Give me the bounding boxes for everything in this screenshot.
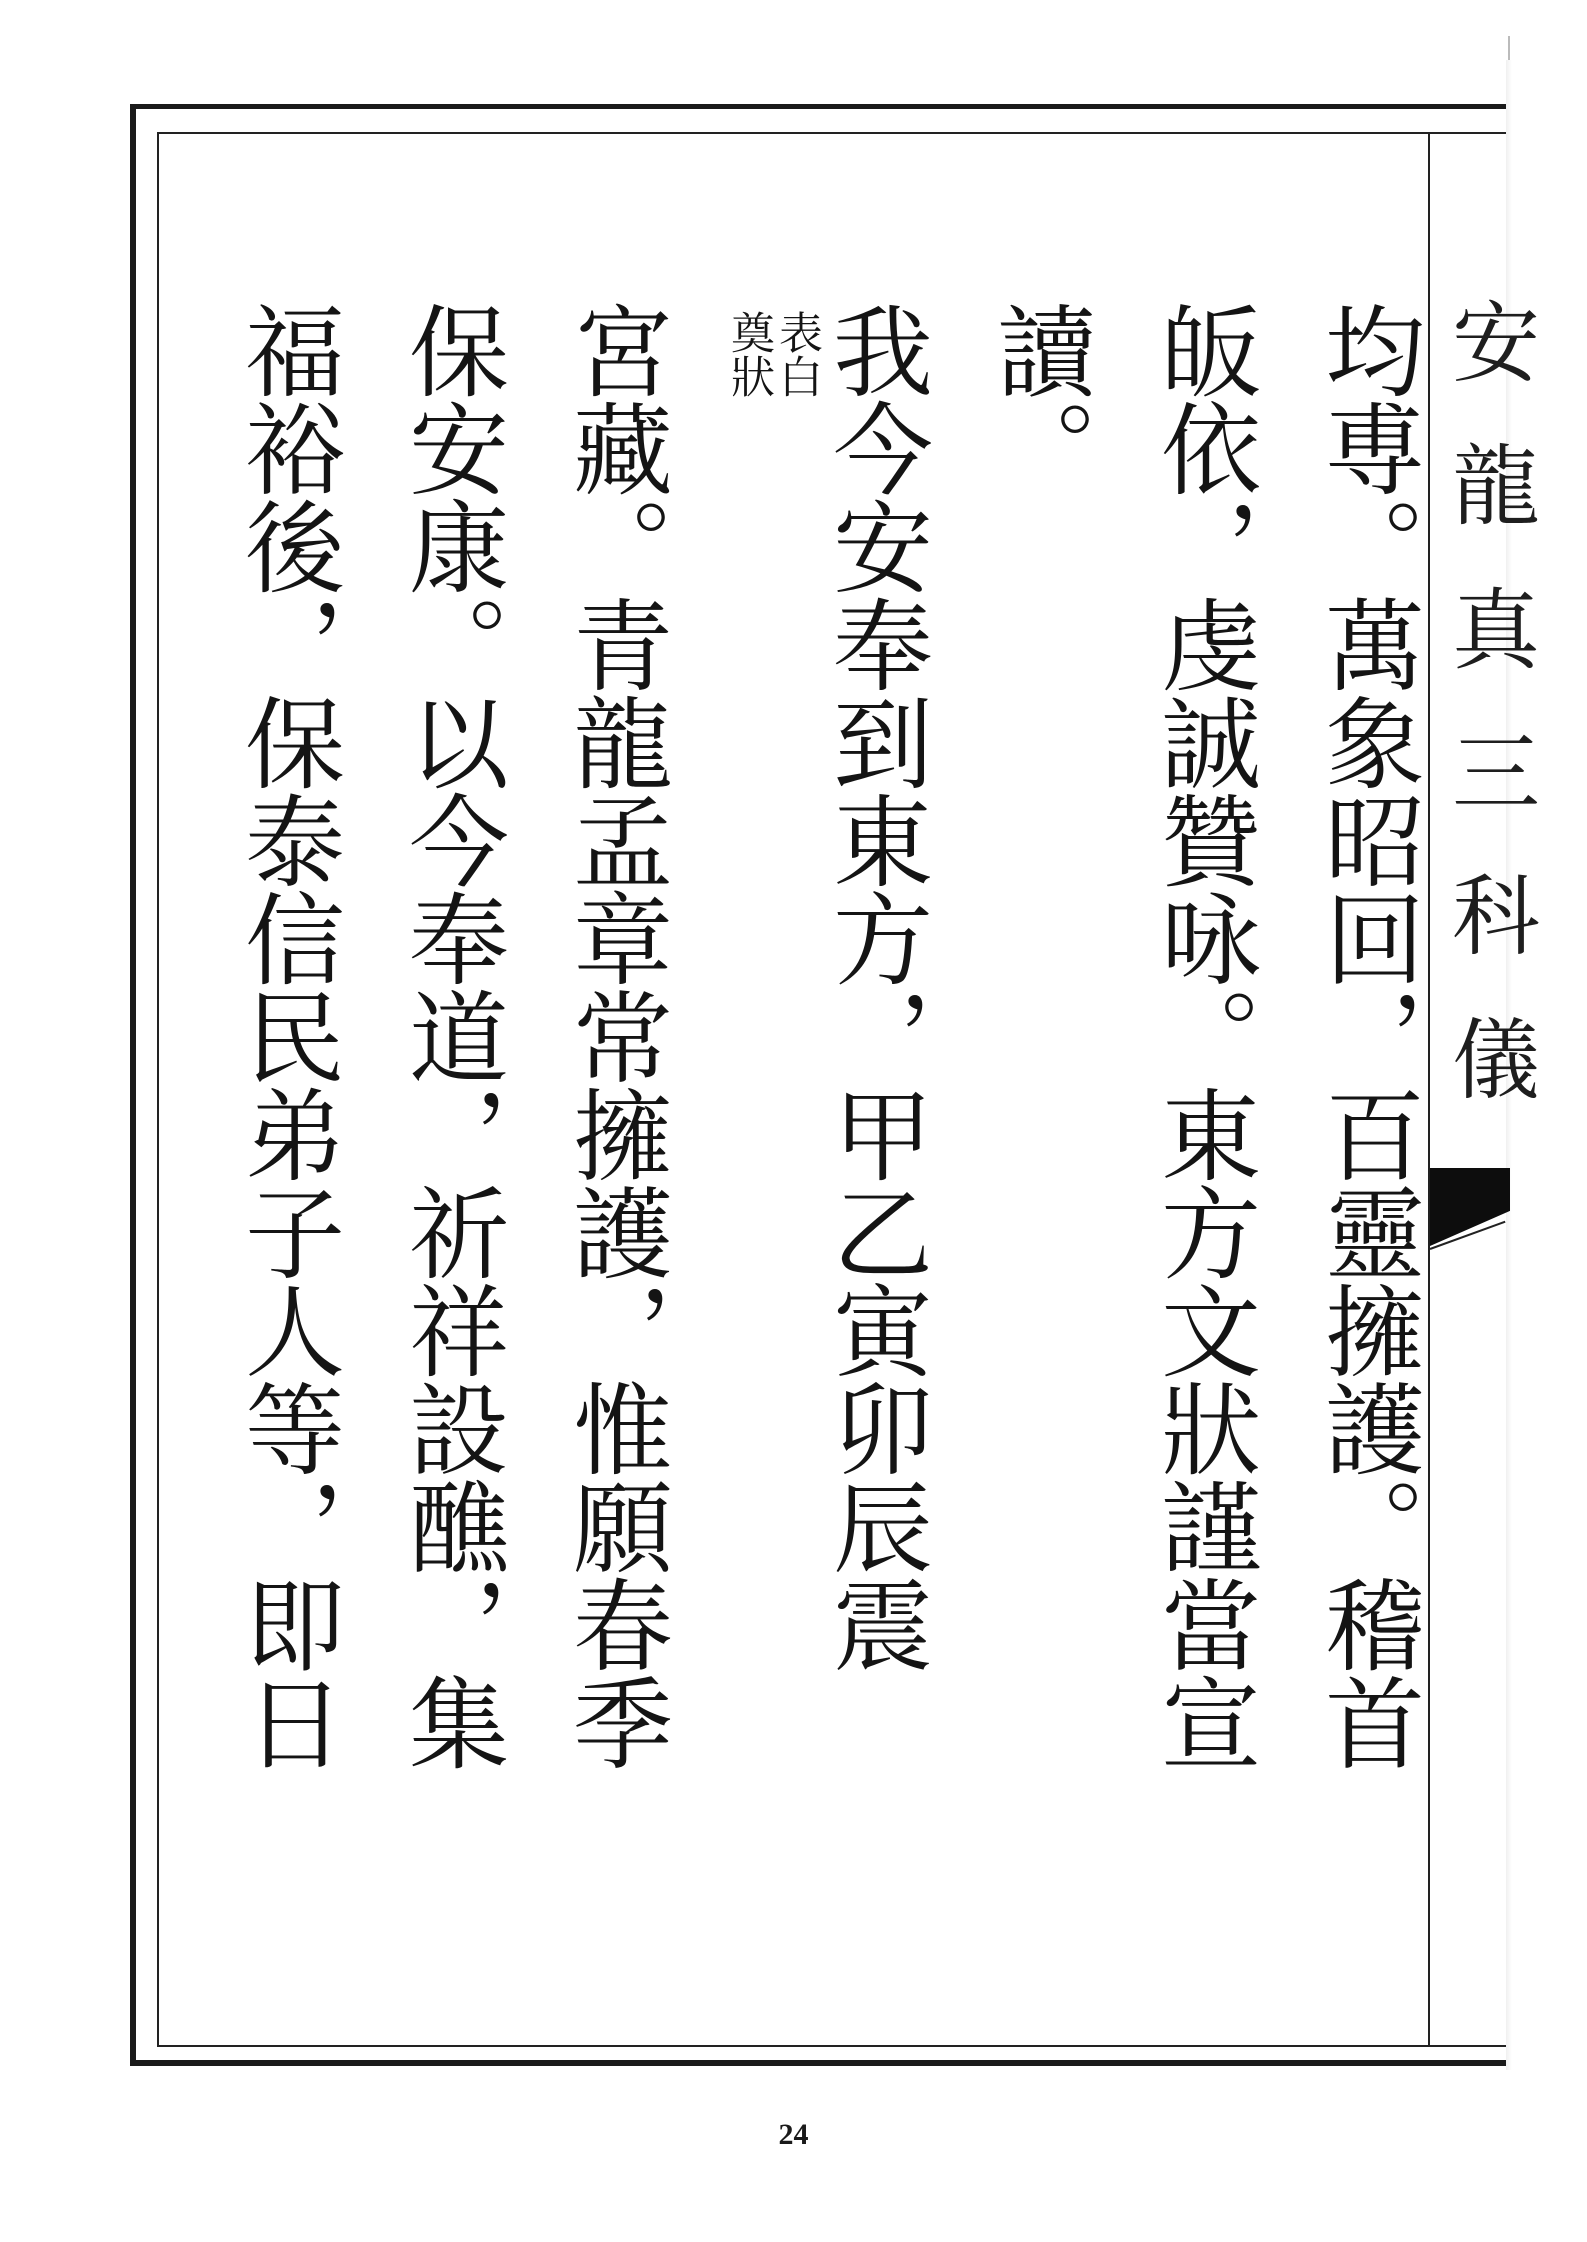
- text-column-1: 均尃。萬象昭回，百靈擁護。稽首: [1308, 300, 1425, 1770]
- text-column-2: 皈依，虔誠贊咏。東方文狀謹當宣: [1144, 300, 1261, 1770]
- page-number: 24: [778, 2118, 809, 2151]
- running-title-char: 安: [1452, 292, 1541, 395]
- body-text: [200, 300, 1425, 1920]
- text-column-6: 保安康。以今奉道，祈祥設醮，集: [392, 300, 509, 1770]
- text-column-4: 我今安奉到東方，甲乙寅卯辰震: [816, 300, 933, 1672]
- running-title-char: 真: [1452, 578, 1541, 682]
- text-column-4-group: [723, 300, 933, 1920]
- running-title: [1430, 292, 1541, 1160]
- running-title-char: 三: [1452, 721, 1541, 825]
- text-column-5: 宮藏。青龍孟章常擁護，惟願春季: [556, 300, 673, 1770]
- text-column-3: 讀。: [980, 300, 1097, 496]
- running-title-char: 科: [1452, 865, 1541, 969]
- interlinear-annotation: 表白奠狀: [723, 310, 822, 398]
- running-title-char: 龍: [1452, 435, 1541, 539]
- text-column-7: 福裕後，保泰信民弟子人等，即日: [228, 300, 345, 1770]
- running-title-char: 儀: [1452, 1008, 1541, 1112]
